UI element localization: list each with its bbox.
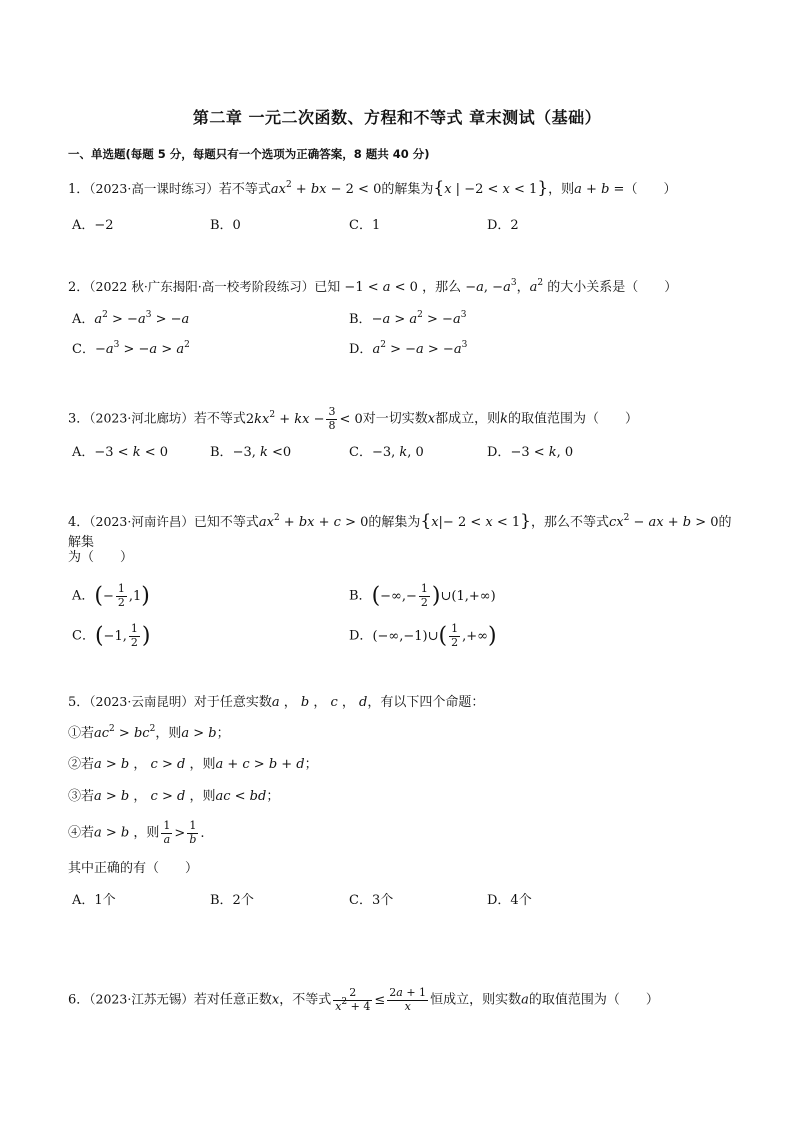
q3-option-b[interactable] (210, 441, 291, 465)
question-text: 则 (168, 726, 182, 741)
math-expression: ac < bd (215, 789, 267, 804)
question-number: 1． (68, 182, 90, 197)
math-expression: $ac^2 > bc^2$， (94, 724, 169, 741)
option-label: A． (72, 588, 95, 604)
question-5 (68, 692, 738, 713)
question-text: ，有以下四个命题： (367, 695, 485, 710)
math-expression: a + b = (574, 182, 625, 197)
option-label: A． (72, 312, 95, 327)
math-expression: $ax^2$ + bx − 2 < 0 (270, 180, 382, 197)
question-text: 对于任意实数 (193, 695, 272, 710)
question-source: （2022 秋·广东揭阳·高一校考阶段练习） (89, 279, 315, 294)
question-number: 6． (68, 992, 90, 1008)
q4-option-c[interactable] (72, 623, 150, 649)
proposition-label: ④若 (68, 825, 95, 841)
question-number: 5． (68, 695, 90, 710)
fraction: $\frac{1}{2}$ (451, 622, 459, 649)
fraction: $\frac{1}{2}$ (420, 582, 428, 609)
question-4-continued: 为（ ） (68, 550, 134, 565)
question-text: 则 (202, 757, 216, 772)
question-5-prompt: 其中正确的有（ ） (68, 861, 199, 876)
q1-option-d[interactable]: D．2 (487, 218, 519, 233)
q2-option-c[interactable] (72, 338, 190, 362)
q5-option-c[interactable]: C．3个 (349, 893, 394, 908)
proposition-label: ①若 (68, 726, 95, 741)
proposition-4 (68, 820, 205, 846)
option-label: B． (349, 588, 372, 604)
question-text: 若不等式 (193, 411, 246, 427)
math-expression: $a^2 > -a^3 > -a$ (94, 310, 190, 327)
math-expression: $2kx^2$ + kx − $\frac{3}{8}$ < 0 (245, 405, 363, 432)
math-expression: −3 < k, 0 (510, 445, 574, 460)
question-1 (68, 178, 738, 200)
question-text: ，那么不等式 (530, 515, 609, 530)
math-expression: (− $\frac{1}{2}$ ,1) (94, 582, 150, 609)
math-variable: k (500, 411, 509, 427)
math-expression: $cx^2$ − ax + b > 0 (609, 513, 719, 530)
question-2 (68, 277, 738, 298)
option-label: D． (487, 445, 511, 460)
math-expression: a > b ， c > d ， (94, 789, 203, 804)
math-expression: (−∞,−1)∪( $\frac{1}{2}$ ,+∞) (372, 622, 497, 649)
math-expression: $-a > a^2 > -a^3$ (371, 310, 467, 327)
math-expression: −a, $-a^3$，$a^2$ (465, 278, 544, 295)
q5-option-d[interactable]: D．4个 (487, 893, 532, 908)
question-number: 3． (68, 411, 90, 427)
q5-option-b[interactable]: B．2个 (210, 893, 254, 908)
question-source: （2023·江苏无锡） (89, 991, 194, 1007)
math-variable: x (271, 992, 280, 1008)
math-expression: {x | −2 < x < 1} (433, 178, 549, 198)
proposition-label: ②若 (68, 757, 95, 772)
question-source: （2023·高一课时练习） (89, 181, 219, 196)
q1-option-a[interactable]: A．−2 (72, 218, 114, 233)
math-expression: (−∞,− $\frac{1}{2}$ )∪(1,+∞) (371, 582, 496, 609)
math-expression: −3, k <0 (232, 445, 292, 460)
question-text: 对一切实数 (362, 411, 428, 427)
question-source: （2023·河北廊坊） (89, 410, 194, 426)
math-expression: a > b ， c > d ， (94, 757, 203, 772)
proposition-1: ①若$ac^2 > bc^2$，则a > b； (68, 724, 230, 741)
q1-option-c[interactable]: C．1 (349, 218, 381, 233)
question-text: 都成立，则 (435, 411, 501, 427)
math-expression: $-a^3 > -a > a^2$ (94, 340, 190, 357)
question-text: ，不等式 (279, 992, 332, 1008)
question-text: 若对任意正数 (193, 992, 272, 1008)
q3-option-c[interactable] (349, 441, 424, 465)
math-expression: a ， b ， c ， d (271, 695, 368, 710)
math-expression: $\frac{1}{a}$ > $\frac{1}{b}$ . (163, 819, 205, 846)
math-expression: a + c > b + d (215, 757, 305, 772)
question-source: （2023·河南许昌） (89, 514, 194, 529)
option-label: B． (349, 312, 372, 327)
option-label: C． (349, 445, 372, 460)
q5-option-a[interactable]: A．1个 (72, 893, 116, 908)
question-text: 的取值范围为（ ） (528, 992, 659, 1008)
q3-option-d[interactable] (487, 441, 573, 465)
q1-option-b[interactable]: B．0 (210, 218, 241, 233)
math-expression: −3, k, 0 (371, 445, 424, 460)
question-number: 4． (68, 515, 90, 530)
option-label: A． (72, 445, 95, 460)
question-text: （ ） (624, 182, 677, 197)
fraction: $\frac{2}{x^2 + 4}$ (335, 986, 371, 1013)
question-text: 的解集 (68, 515, 732, 550)
math-expression: (−1, $\frac{1}{2}$ ) (94, 622, 151, 649)
question-text: ，则 (548, 182, 575, 197)
question-text: 的大小关系是（ ） (547, 280, 678, 295)
option-label: D． (349, 342, 373, 357)
math-expression: $a^2 > -a > -a^3$ (372, 340, 468, 357)
question-text: 则 (146, 825, 160, 841)
question-text: ，那么 (422, 280, 462, 295)
question-text: 已知 (314, 280, 341, 295)
proposition-2: ②若a > b ， c > d ，则a + c > b + d； (68, 757, 318, 772)
q4-option-b[interactable] (349, 583, 496, 609)
q2-option-b[interactable] (349, 308, 466, 332)
fraction: $\frac{1}{2}$ (117, 582, 125, 609)
proposition-label: ③若 (68, 789, 95, 804)
fraction: $\frac{3}{8}$ (328, 405, 336, 432)
question-text: 恒成立，则实数 (430, 992, 522, 1008)
q4-option-a[interactable] (72, 583, 150, 609)
math-expression: {x|− 2 < x < 1} (420, 511, 531, 531)
fraction: $\frac{1}{2}$ (130, 622, 138, 649)
option-label: D． (349, 628, 373, 644)
page-title: 第二章 一元二次函数、方程和不等式 章末测试（基础） (192, 108, 602, 127)
question-text: 的解集为 (368, 515, 421, 530)
q3-option-a[interactable] (72, 441, 168, 465)
question-6 (68, 987, 738, 1013)
option-label: C． (72, 342, 95, 357)
question-text: 已知不等式 (193, 515, 259, 530)
math-variable: x (427, 411, 436, 427)
fraction: $\frac{1}{b}$ (189, 819, 197, 846)
question-text: 若不等式 (218, 182, 271, 197)
fraction: $\frac{1}{a}$ (163, 819, 171, 846)
question-text: 的取值范围为（ ） (508, 411, 639, 427)
question-text: 则 (202, 789, 216, 804)
option-label: B． (210, 445, 233, 460)
q4-option-d[interactable] (349, 623, 497, 649)
question-number: 2． (68, 280, 90, 295)
math-expression: −1 < a < 0 (344, 280, 418, 295)
section-heading: 一、单选题(每题 5 分，每题只有一个选项为正确答案，8 题共 40 分) (68, 147, 430, 161)
question-text: 的解集为 (381, 182, 434, 197)
fraction: $\frac{2a + 1}{x}$ (389, 986, 427, 1013)
q2-option-a[interactable] (72, 308, 189, 332)
proposition-3: ③若a > b ， c > d ，则ac < bd； (68, 789, 280, 804)
question-4 (68, 511, 738, 553)
math-variable: a (521, 992, 529, 1008)
question-3 (68, 406, 738, 432)
math-expression: a > b (181, 726, 217, 741)
math-expression: a > b ， (94, 825, 147, 841)
q2-option-d[interactable] (349, 338, 467, 362)
math-expression: $ax^2$ + bx + c > 0 (258, 513, 369, 530)
math-expression: $\frac{2}{x^2 + 4}$ ≤ $\frac{2a + 1}{x}$ (335, 986, 427, 1013)
question-source: （2023·云南昆明） (89, 694, 194, 709)
math-expression: −3 < k < 0 (94, 445, 169, 460)
option-label: C． (72, 628, 95, 644)
